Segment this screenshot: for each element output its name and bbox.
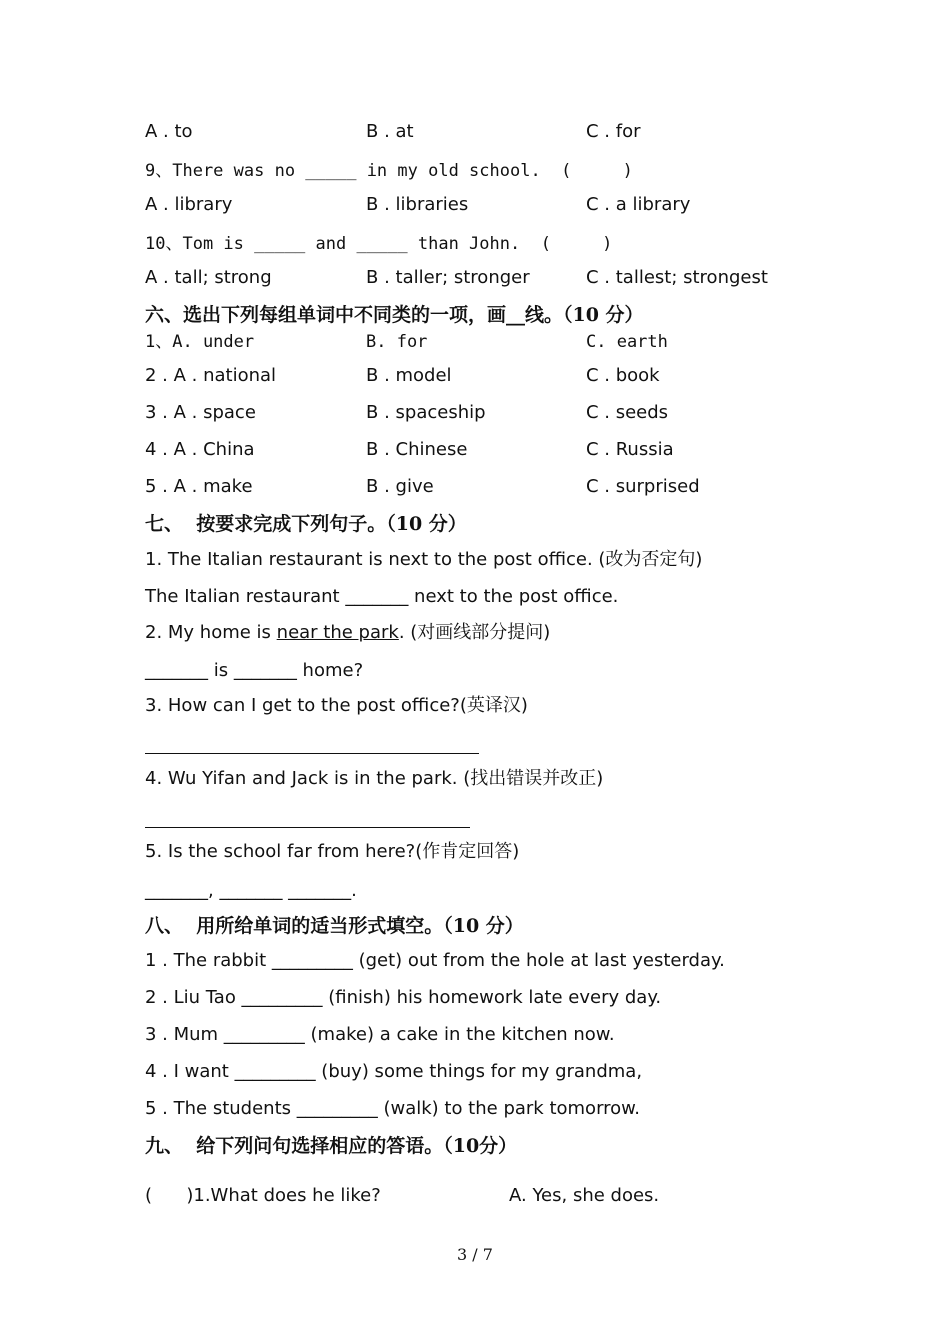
section9-heading: 九、 给下列问句选择相应的答语。（10分） [145, 1135, 518, 1157]
section6-row1-b: B. for [366, 332, 428, 352]
q9-option-a: A . library [145, 194, 233, 215]
page-number: 3 / 7 [457, 1245, 493, 1264]
section8-item-5: 5 . The students _________ (walk) to the park tomorrow. [145, 1098, 640, 1119]
section7-heading: 七、 按要求完成下列句子。（10 分） [145, 513, 467, 535]
q9-option-b: B . libraries [366, 194, 469, 215]
q8-option-a: A . to [145, 121, 193, 142]
answer-line-4 [145, 827, 470, 828]
section6-row1-a: 1、A. under [145, 332, 255, 352]
section8-item-2: 2 . Liu Tao _________ (finish) his homework late every day. [145, 987, 662, 1008]
section6-row5-b: B . give [366, 476, 434, 497]
section7-answer-2: _______ is _______ home? [145, 660, 364, 681]
section7-sentence-5: 5. Is the school far from here?(作肯定回答) [145, 841, 520, 862]
q8-option-b: B . at [366, 121, 414, 142]
section7-sentence-3: 3. How can I get to the post office?(英译汉) [145, 695, 528, 716]
section7-answer-5: _______, _______ _______. [145, 880, 357, 901]
section6-row5-a: 5 . A . make [145, 476, 253, 497]
q8-option-c: C . for [586, 121, 641, 142]
section6-row2-a: 2 . A . national [145, 365, 277, 386]
q9-option-c: C . a library [586, 194, 691, 215]
section8-item-4: 4 . I want _________ (buy) some things for my grandma, [145, 1061, 643, 1082]
section7-sentence-2 [145, 621, 550, 645]
section6-row3-b: B . spaceship [366, 402, 486, 423]
section7-s2-prefix: 2. My home is [145, 622, 277, 643]
section8-item-3: 3 . Mum _________ (make) a cake in the kitchen now. [145, 1024, 615, 1045]
q10-option-a: A . tall; strong [145, 267, 272, 288]
section6-heading: 六、选出下列每组单词中不同类的一项，画__线。（10 分） [145, 304, 644, 326]
section6-row4-a: 4 . A . China [145, 439, 255, 460]
section7-sentence-1: 1. The Italian restaurant is next to the post office. (改为否定句) [145, 549, 703, 570]
section8-heading: 八、 用所给单词的适当形式填空。（10 分） [145, 915, 524, 937]
q10-option-b: B . taller; stronger [366, 267, 530, 288]
section6-row4-b: B . Chinese [366, 439, 468, 460]
section6-row3-a: 3 . A . space [145, 402, 256, 423]
section6-row5-c: C . surprised [586, 476, 700, 497]
q9-text: 9、There was no _____ in my old school. ( ) [145, 161, 633, 181]
q10-option-c: C . tallest; strongest [586, 267, 768, 288]
section7-answer-1: The Italian restaurant _______ next to the post office. [145, 586, 619, 607]
section9-question-1: ( )1.What does he like? [145, 1185, 381, 1206]
section8-item-1: 1 . The rabbit _________ (get) out from the hole at last yesterday. [145, 950, 725, 971]
section6-row3-c: C . seeds [586, 402, 669, 423]
section7-s2-underlined: near the park [276, 622, 399, 643]
q10-text: 10、Tom is _____ and _____ than John. ( ) [145, 234, 613, 254]
section7-s2-suffix: . (对画线部分提问) [398, 622, 551, 643]
section6-row4-c: C . Russia [586, 439, 674, 460]
answer-line-3 [145, 753, 479, 754]
section6-row1-c: C. earth [586, 332, 668, 352]
section7-sentence-4: 4. Wu Yifan and Jack is in the park. (找出错误并改正) [145, 768, 604, 789]
section6-row2-b: B . model [366, 365, 452, 386]
section6-row2-c: C . book [586, 365, 660, 386]
section9-answer-a: A. Yes, she does. [509, 1185, 660, 1206]
